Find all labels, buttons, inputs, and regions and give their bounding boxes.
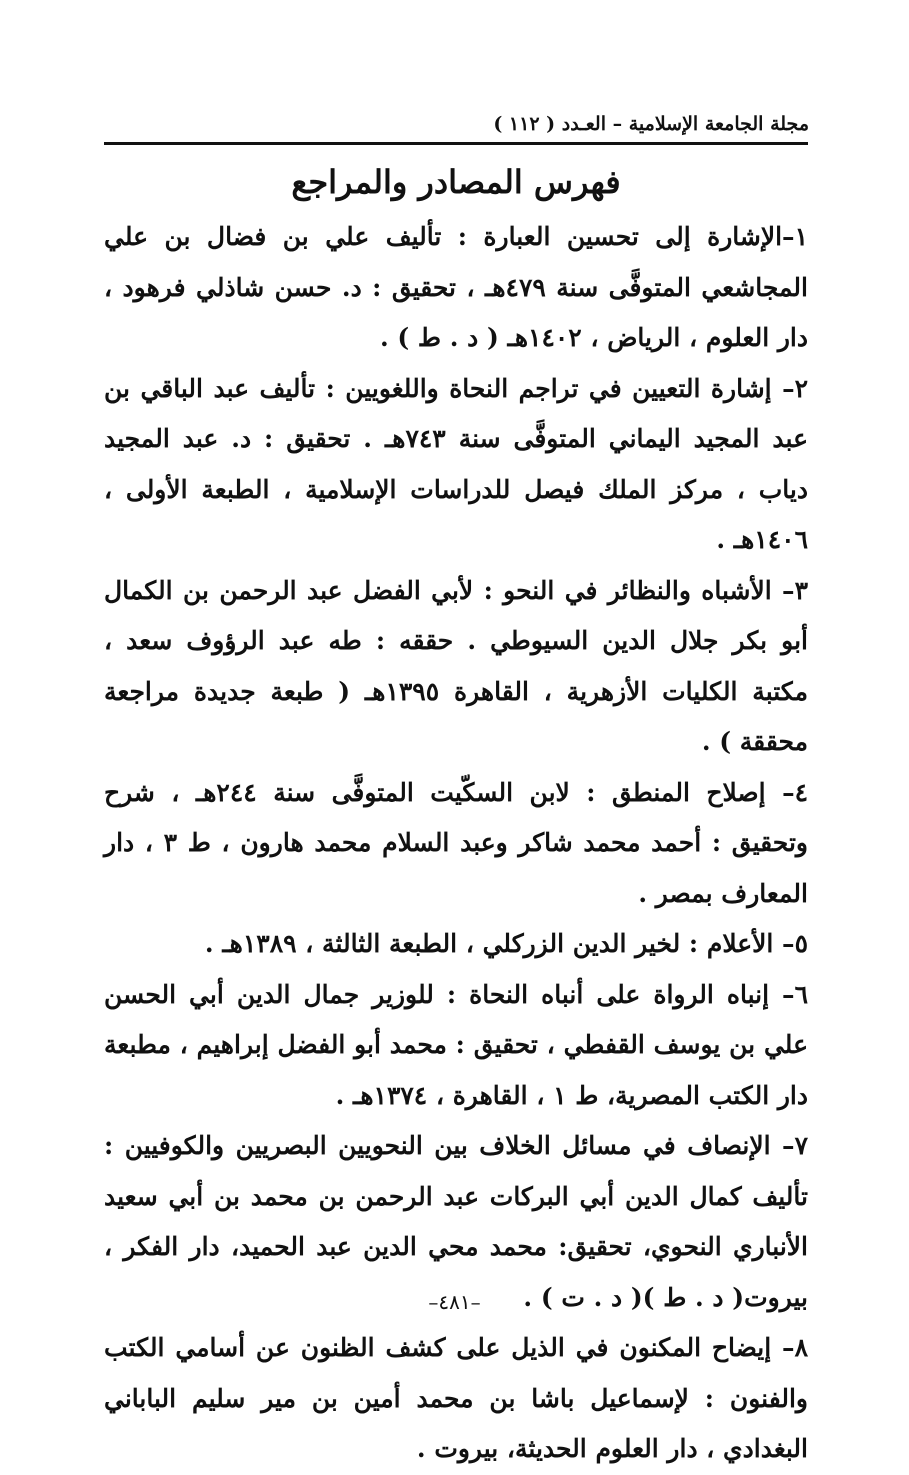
reference-item: ٦– إنباه الرواة على أنباه النحاة : للوزير جمال الدين أبي الحسن علي بن يوسف القفطي ، تحقيق : محمد أبو الفضل إبراهيم ، مطبعة دار الكتب المصرية، ط ١ ، القاهرة ، ١٣٧٤هـ . bbox=[104, 979, 808, 1110]
page-number: –٤٨١– bbox=[428, 1290, 481, 1314]
reference-list bbox=[104, 212, 808, 1475]
reference-item: ١–الإشارة إلى تحسين العبارة : تأليف علي بن فضال بن علي المجاشعي المتوفَّى سنة ٤٧٩هـ ، تحقيق : د. حسن شاذلي فرهود ، دار العلوم ، الرياض ، ١٤٠٢هـ ( د . ط ) . bbox=[104, 222, 808, 352]
reference-item: ٥– الأعلام : لخير الدين الزركلي ، الطبعة الثالثة ، ١٣٨٩هـ . bbox=[204, 929, 808, 958]
reference-item: ٧– الإنصاف في مسائل الخلاف بين النحويين البصريين والكوفيين : تأليف كمال الدين أبي البركات عبد الرحمن بن محمد بن أبي سعيد الأنباري النحوي، تحقيق: محمد محي الدين عبد الحميد، دار الفكر ، بيروت( د . ط )( د . ت ) . bbox=[104, 1131, 808, 1312]
reference-item: ٣– الأشباه والنظائر في النحو : لأبي الفضل عبد الرحمن بن الكمال أبو بكر جلال الدين السيوطي . حققه : طه عبد الرؤوف سعد ، مكتبة الكليات الأزهرية ، القاهرة ١٣٩٥هـ ( طبعة جديدة مراجعة محققة ) . bbox=[104, 575, 808, 756]
page-title: فهرس المصادر والمراجع bbox=[291, 163, 621, 201]
header-rule bbox=[104, 142, 808, 145]
reference-item: ٨– إيضاح المكنون في الذيل على كشف الظنون عن أسامي الكتب والفنون : لإسماعيل باشا بن محمد أمين بن مير سليم الباباني البغدادي ، دار العلوم الحديثة، بيروت . bbox=[104, 1333, 808, 1463]
reference-item: ٤– إصلاح المنطق : لابن السكّيت المتوفَّى سنة ٢٤٤هـ ، شرح وتحقيق : أحمد محمد شاكر وعبد السلام محمد هارون ، ط ٣ ، دار المعارف بمصر . bbox=[104, 777, 809, 908]
running-header: مجلة الجامعة الإسلامية – العـدد ( ١١٢ ) bbox=[493, 113, 809, 135]
reference-item: ٢– إشارة التعيين في تراجم النحاة واللغويين : تأليف عبد الباقي بن عبد المجيد اليماني المتوفَّى سنة ٧٤٣هـ . تحقيق : د. عبد المجيد دياب ، مركز الملك فيصل للدراسات الإسلامية ، الطبعة الأولى ، ١٤٠٦هـ . bbox=[104, 373, 809, 554]
